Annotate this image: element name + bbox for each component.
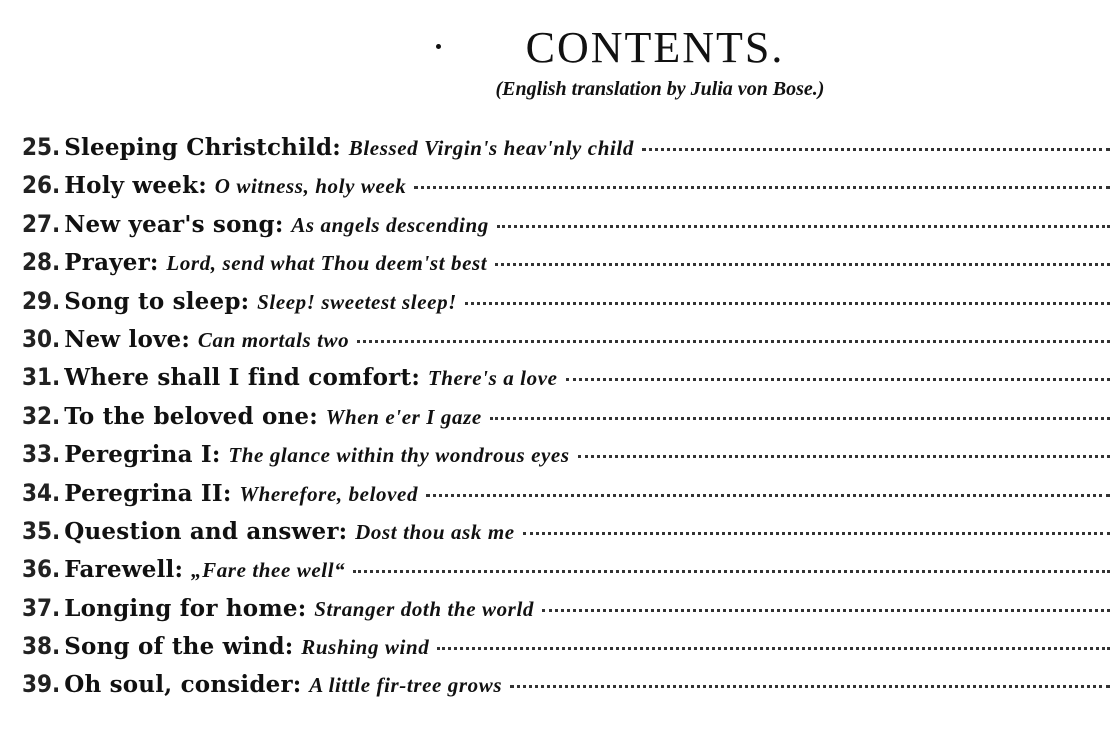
entry-separator: : bbox=[240, 287, 250, 315]
entry-title: Holy week bbox=[64, 172, 199, 200]
toc-entry bbox=[22, 555, 1110, 593]
table-of-contents bbox=[22, 133, 1110, 709]
entry-incipit: O witness, holy week bbox=[214, 174, 407, 199]
entry-number: 26. bbox=[22, 171, 61, 200]
dot-leader bbox=[566, 378, 1110, 381]
dot-leader bbox=[357, 340, 1110, 343]
dot-leader bbox=[523, 532, 1110, 535]
entry-title: To the beloved one bbox=[64, 402, 310, 430]
entry-title: Question and answer bbox=[64, 517, 339, 545]
entry-separator: : bbox=[284, 633, 294, 661]
toc-entry bbox=[22, 402, 1110, 440]
entry-separator: : bbox=[309, 402, 318, 430]
toc-entry bbox=[22, 632, 1110, 670]
dot-leader bbox=[542, 609, 1110, 612]
toc-entry bbox=[22, 133, 1110, 171]
page-title: CONTENTS. bbox=[525, 23, 785, 72]
dot-leader bbox=[578, 455, 1110, 458]
entry-incipit: There's a love bbox=[427, 366, 558, 391]
entry-separator: : bbox=[174, 556, 183, 584]
entry-title: New love bbox=[64, 325, 182, 353]
dot-leader bbox=[510, 685, 1110, 688]
toc-entry bbox=[22, 325, 1110, 363]
toc-entry bbox=[22, 171, 1110, 209]
entry-title: Farewell bbox=[64, 556, 175, 584]
entry-separator: : bbox=[274, 210, 284, 238]
entry-number: 37. bbox=[22, 593, 61, 622]
dot-leader bbox=[642, 148, 1110, 151]
entry-number: 29. bbox=[22, 286, 61, 315]
entry-separator: : bbox=[297, 594, 307, 622]
toc-entry bbox=[22, 287, 1110, 325]
entry-title: Longing for home bbox=[64, 594, 298, 622]
dot-leader bbox=[497, 225, 1110, 228]
entry-incipit: When e'er I gaze bbox=[325, 404, 482, 429]
entry-number: 31. bbox=[22, 363, 61, 392]
entry-incipit: Blessed Virgin's heav'nly child bbox=[348, 136, 634, 160]
toc-entry bbox=[22, 210, 1110, 248]
entry-number: 38. bbox=[22, 632, 61, 661]
dot-leader bbox=[490, 417, 1110, 420]
toc-entry bbox=[22, 670, 1110, 708]
dot-leader bbox=[353, 570, 1110, 573]
entry-incipit: „Fare thee well“ bbox=[190, 558, 346, 583]
entry-number: 39. bbox=[22, 670, 61, 699]
toc-entry bbox=[22, 248, 1110, 286]
entry-number: 33. bbox=[22, 440, 61, 469]
entry-incipit: The glance within thy wondrous eyes bbox=[228, 443, 570, 468]
entry-separator: : bbox=[411, 364, 420, 392]
entry-number: 32. bbox=[22, 401, 61, 430]
entry-incipit: A little fir-tree grows bbox=[309, 673, 503, 698]
entry-incipit: Sleep! sweetest sleep! bbox=[257, 289, 457, 314]
entry-separator: : bbox=[149, 249, 159, 277]
dot-leader bbox=[414, 186, 1110, 189]
dot-leader bbox=[465, 302, 1110, 305]
toc-entry bbox=[22, 479, 1110, 517]
toc-entry bbox=[22, 517, 1110, 555]
toc-entry bbox=[22, 363, 1110, 401]
entry-title: Oh soul, consider bbox=[64, 671, 293, 699]
dot-leader bbox=[437, 647, 1110, 650]
entry-title: New year's song bbox=[64, 210, 275, 238]
entry-title: Peregrina I bbox=[64, 441, 212, 469]
dot-leader bbox=[495, 263, 1110, 266]
entry-separator: : bbox=[181, 325, 190, 353]
entry-title: Sleeping Christchild bbox=[64, 134, 333, 161]
entry-separator: : bbox=[222, 479, 232, 507]
entry-separator: : bbox=[292, 671, 302, 699]
dot-leader bbox=[426, 494, 1110, 497]
entry-incipit: Rushing wind bbox=[301, 635, 430, 660]
page-subtitle: (English translation by Julia von Bose.) bbox=[495, 78, 825, 100]
entry-incipit: Stranger doth the world bbox=[314, 596, 534, 621]
entry-title: Song of the wind bbox=[64, 633, 285, 661]
entry-incipit: Can mortals two bbox=[197, 327, 350, 352]
entry-separator: : bbox=[332, 134, 341, 161]
entry-separator: : bbox=[211, 441, 221, 469]
entry-number: 27. bbox=[22, 209, 61, 238]
entry-incipit: As angels descending bbox=[291, 212, 489, 237]
entry-number: 35. bbox=[22, 516, 61, 545]
entry-number: 28. bbox=[22, 248, 61, 277]
toc-entry bbox=[22, 440, 1110, 478]
entry-number: 34. bbox=[22, 478, 61, 507]
entry-title: Song to sleep bbox=[64, 287, 241, 315]
entry-title: Prayer bbox=[64, 249, 150, 277]
entry-title: Peregrina II bbox=[64, 479, 223, 507]
entry-number: 30. bbox=[22, 324, 61, 353]
entry-number: 25. bbox=[22, 133, 61, 161]
entry-incipit: Wherefore, beloved bbox=[239, 481, 419, 506]
entry-incipit: Lord, send what Thou deem'st best bbox=[166, 251, 488, 276]
toc-entry bbox=[22, 594, 1110, 632]
entry-separator: : bbox=[198, 172, 207, 200]
entry-number: 36. bbox=[22, 555, 61, 584]
entry-separator: : bbox=[338, 517, 348, 545]
entry-title: Where shall I find comfort bbox=[64, 364, 412, 392]
entry-incipit: Dost thou ask me bbox=[355, 519, 515, 544]
